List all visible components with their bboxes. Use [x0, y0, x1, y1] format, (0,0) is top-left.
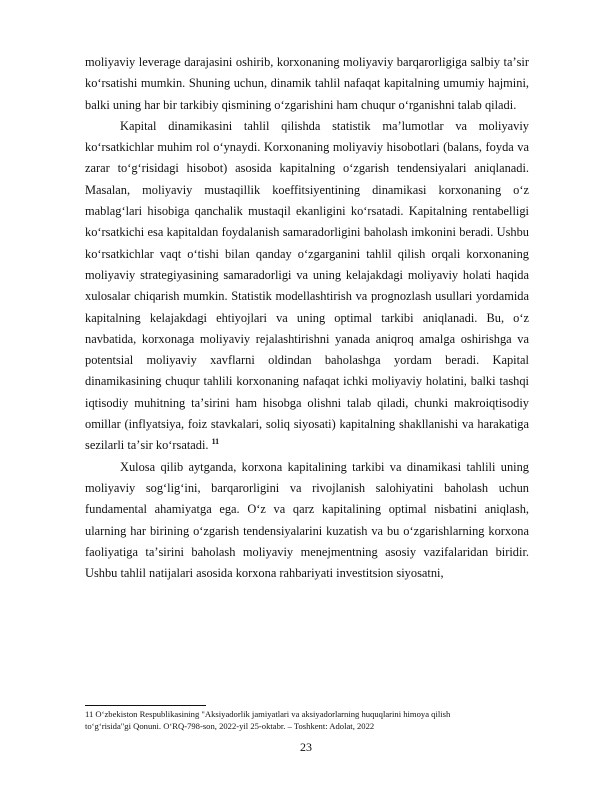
- paragraph-conclusion: [85, 457, 529, 585]
- footnote-divider: [85, 705, 206, 706]
- body-text: [85, 52, 529, 584]
- paragraph-continuation: [85, 52, 529, 116]
- footnote: [85, 708, 555, 732]
- footnote-line: toʻgʻrisida"gi Qonuni. OʻRQ-798-son, 2022-yil 25-oktabr. – Toshkent: Adolat, 2022: [85, 721, 375, 731]
- paragraph-text: Kapital dinamikasini tahlil qilishda statistik maʼlumotlar va moliyaviy koʻrsatkichlar muhim rol oʻynaydi. Korxonaning moliyaviy hisobotlari (balans, foyda va zarar toʻgʻrisidagi hisobot) asosida kapitalning oʻzgarish tendensiyalari aniqlanadi. Masalan, moliyaviy mustaqillik koeffitsiyentining dinamikasi korxonaning oʻz mablagʻlari hisobiga qanchalik mustaqil ekanligini koʻrsatadi. Kapitalning rentabelligi koʻrsatkichi esa kapitaldan foydalanish samaradorligini baholash imkonini beradi. Ushbu koʻrsatkichlar vaqt oʻtishi bilan qanday oʻzgarganini tahlil qilish orqali korxonaning moliyaviy strategiyasining samaradorligi va uning kelajakdagi moliyaviy holati haqida xulosalar chiqarish mumkin. Statistik modellashtirish va prognozlash usullari yordamida kapitalning kelajakdagi ehtiyojlari va uning optimal tarkibi aniqlanadi. Bu, oʻz navbatida, korxonaga moliyaviy rejalashtirishni yanada aniqroq amalga oshirishga va potentsial moliyaviy xavflarni oldindan baholashga yordam beradi. Kapital dinamikasining chuqur tahlili korxonaning nafaqat ichki moliyaviy holatini, balki tashqi iqtisodiy muhitning taʼsirini ham hisobga olishni talab qiladi, chunki makroiqtisodiy omillar (inflyatsiya, foiz stavkalari, soliq siyosati) kapitalning shakllanishi va harakatiga sezilarli taʼsir koʻrsatadi.: [85, 118, 529, 453]
- paragraph-text: Xulosa qilib aytganda, korxona kapitalining tarkibi va dinamikasi tahlili uning moliyaviy sogʻligʻini, barqarorligini va rivojlanish salohiyatini baholash uchun fundamental ahamiyatga ega. Oʻz va qarz kapitalining optimal nisbatini aniqlash, ularning har birining oʻzgarish tendensiyalarini kuzatish va bu oʻzgarishlarning korxona faoliyatiga taʼsirini baholash moliyaviy menejmentning asosiy vazifalaridan biridir. Ushbu tahlil natijalari asosida korxona rahbariyati investitsion siyosatni,: [85, 459, 529, 581]
- footnote-reference[interactable]: 11: [211, 437, 220, 447]
- paragraph-capital-dynamics: [85, 116, 529, 457]
- footnote-line: 11 Oʻzbekiston Respublikasining "Aksiyadorlik jamiyatlari va aksiyadorlarning huquqlarini himoya qilish: [85, 709, 451, 719]
- paragraph-text: moliyaviy leverage darajasini oshirib, korxonaning moliyaviy barqarorligiga salbiy taʼsir koʻrsatishi mumkin. Shuning uchun, dinamik tahlil nafaqat kapitalning umumiy hajmini, balki uning har bir tarkibiy qismining oʻzgarishini ham chuqur oʻrganishni talab qiladi.: [85, 55, 529, 112]
- page-number: 23: [300, 740, 312, 754]
